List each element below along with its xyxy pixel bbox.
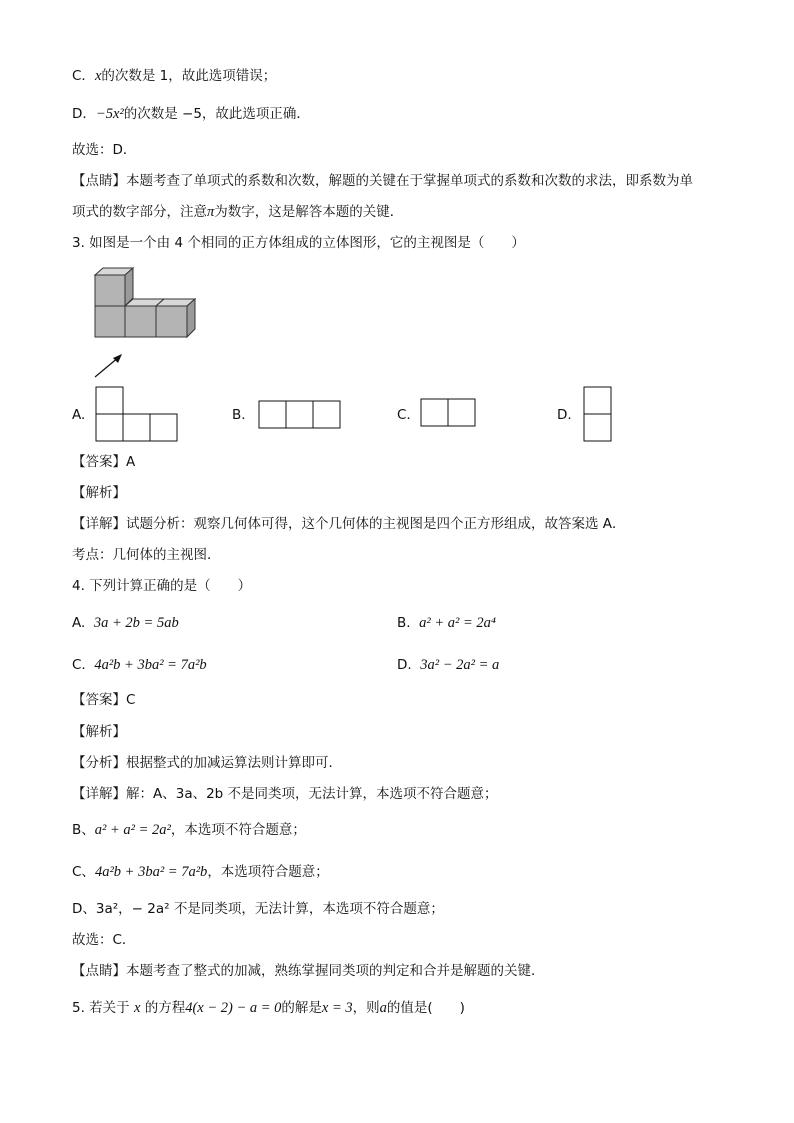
q4-detail-d: D、3a²，− 2a² 不是同类项，无法计算，本选项不符合题意； (72, 901, 444, 917)
q2-review-line2: 项式的数字部分，注意π为数字，这是解答本题的关键． (72, 204, 404, 220)
q4-detail-b: B、a² + a² = 2a²，本选项不符合题意； (72, 822, 306, 838)
q3-analysis-title: 【解析】 (72, 485, 126, 501)
q3-option-a-label: A. (72, 407, 86, 423)
q4-review: 【点睛】本题考查了整式的加减，熟练掌握同类项的判定和合并是解题的关键． (72, 963, 545, 979)
q3-option-d-label: D. (557, 407, 572, 423)
q2-review-line1: 【点睛】本题考查了单项式的系数和次数，解题的关键在于掌握单项式的系数和次数的求法，即系数为单 (72, 173, 693, 189)
q4-detail-a: 【详解】解：A、3a、2b 不是同类项，无法计算，本选项不符合题意； (72, 786, 498, 802)
q3-answer: 【答案】A (72, 454, 136, 470)
q3-option-a-figure (95, 386, 180, 442)
q5-stem: 5. 若关于 x 的方程4(x − 2) − a = 0的解是x = 3，则a的值是( ) (72, 1000, 465, 1016)
q4-option-c: C. 4a²b + 3ba² = 7a²b (72, 657, 207, 673)
q2-option-c-line: C．x的次数是 1，故此选项错误； (72, 68, 277, 84)
q4-choice: 故选：C． (72, 932, 136, 948)
q3-option-c-figure (420, 398, 478, 428)
q3-option-b-figure (258, 400, 343, 430)
q4-analysis-title: 【解析】 (72, 724, 126, 740)
q2-option-d-line: D．−5x²的次数是 −5，故此选项正确． (72, 106, 310, 122)
q4-answer: 【答案】C (72, 692, 136, 708)
q4-option-a: A. 3a + 2b = 5ab (72, 615, 179, 631)
q4-option-b: B. a² + a² = 2a⁴ (397, 615, 496, 631)
q3-stem: 3. 如图是一个由 4 个相同的正方体组成的立体图形，它的主视图是（ ） (72, 235, 525, 251)
q3-option-d-figure (583, 386, 613, 442)
view-direction-arrow-icon (92, 352, 132, 382)
q4-detail-c: C、4a²b + 3ba² = 7a²b，本选项符合题意； (72, 864, 329, 880)
q3-detail: 【详解】试题分析：观察几何体可得，这个几何体的主视图是四个正方形组成，故答案选 A． (72, 516, 626, 532)
q2-choice: 故选：D． (72, 142, 137, 158)
q3-keypoint: 考点：几何体的主视图． (72, 547, 221, 563)
q3-option-b-label: B. (232, 407, 246, 423)
q4-option-d: D. 3a² − 2a² = a (397, 657, 500, 673)
q3-solid-figure (90, 265, 210, 345)
q4-analysis: 【分析】根据整式的加减运算法则计算即可． (72, 755, 342, 771)
q4-stem: 4. 下列计算正确的是（ ） (72, 578, 252, 594)
q3-option-c-label: C. (397, 407, 411, 423)
